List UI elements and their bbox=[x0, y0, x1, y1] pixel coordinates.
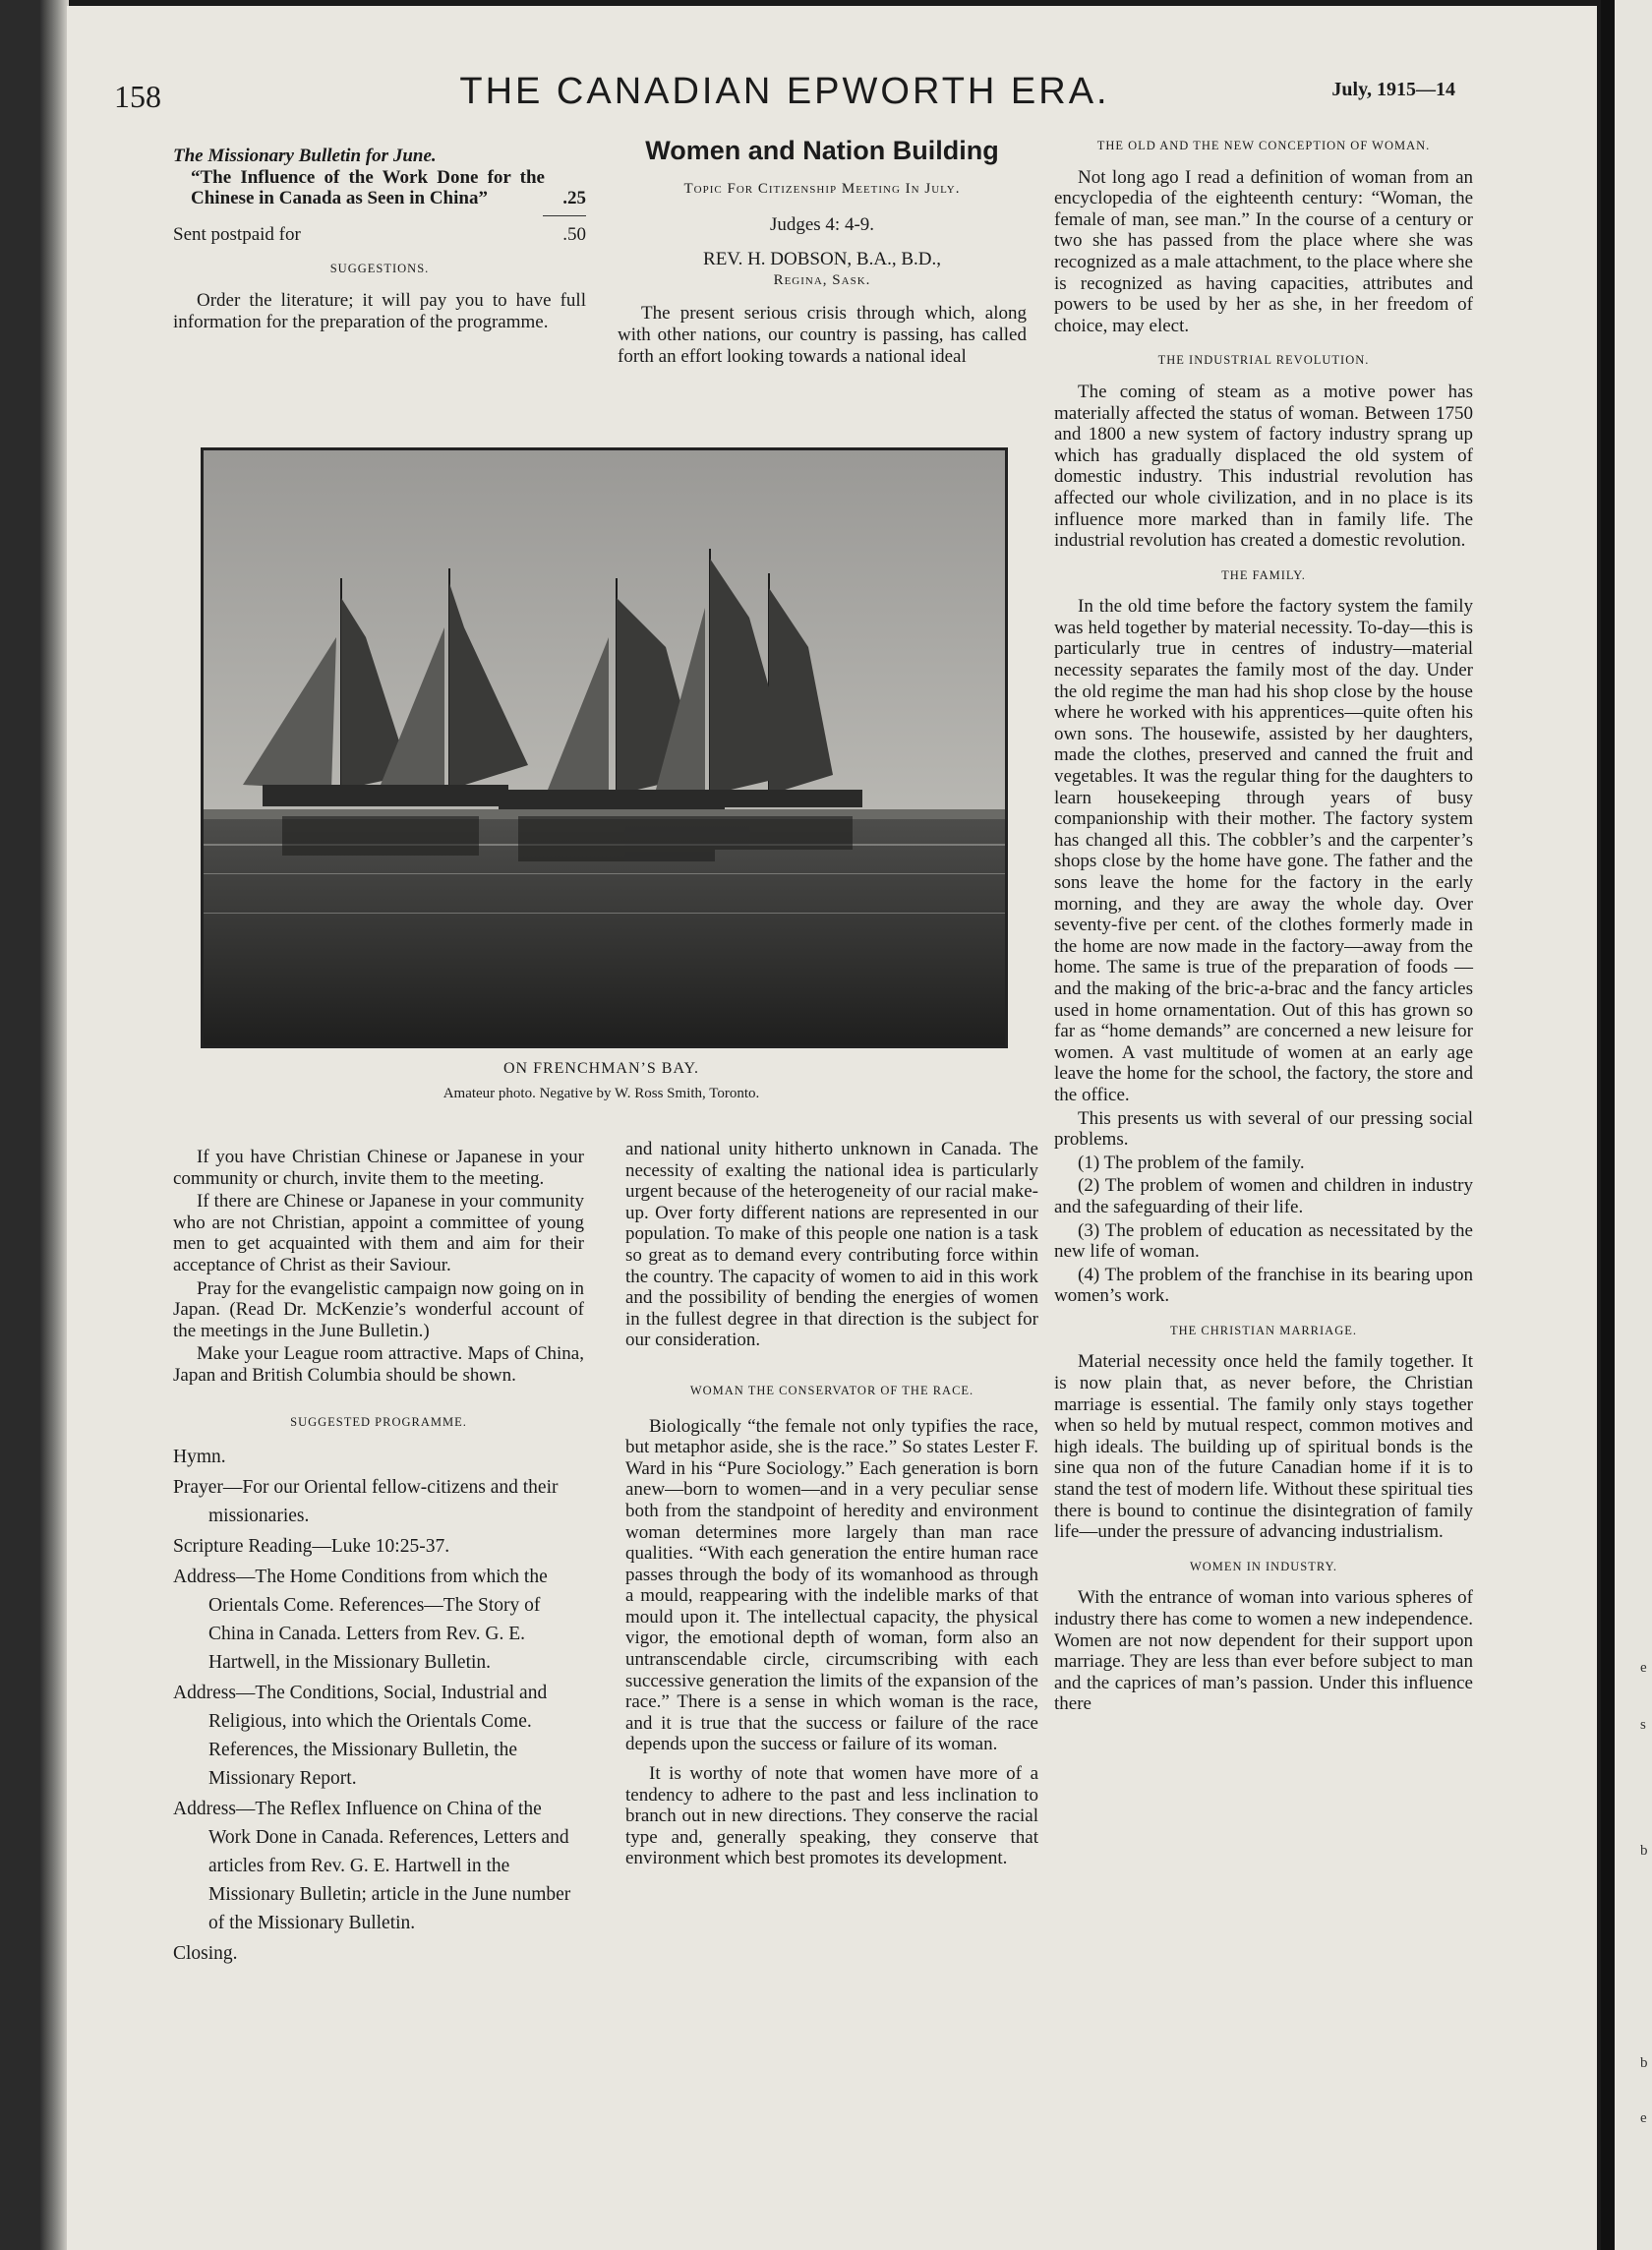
sent-label: Sent postpaid for bbox=[173, 223, 301, 245]
section-heading: SUGGESTIONS. bbox=[329, 262, 430, 276]
pamphlet-price: .25 bbox=[562, 188, 586, 209]
paragraph: If you have Christian Chinese or Japanese in your community or church, invite them to the meeting. bbox=[173, 1147, 584, 1189]
middle-bottom-column bbox=[625, 1139, 1038, 1871]
list-item: (4) The problem of the franchise in its bearing upon women’s work. bbox=[1054, 1264, 1473, 1307]
section-heading: WOMEN IN INDUSTRY. bbox=[1189, 1559, 1338, 1573]
paragraph: The present serious crisis through which, along with other nations, our country is passing, has called forth an effort looking towards a national ideal bbox=[618, 303, 1027, 367]
section-heading: THE CHRISTIAN MARRIAGE. bbox=[1169, 1323, 1357, 1337]
paragraph: In the old time before the factory system the family was held together by material necessity. To-day—this is particularly true in centres of industry—material necessity separates the family most of the day. Under the old regime the man had his shop close by the house where he worked with his apprentices—quite often his own sons. The housewife, assisted by her daughters, made the clothes, preserved and canned the fruit and vegetables. It was the regular thing for the daughters to learn housekeeping through years of busy companionship with their mother. The factory system has changed all this. The cobbler’s and the carpenter’s shops close by the home have gone. The father and the sons leave the home for the factory in the early morning, and they are away the whole day. Over seventy-five per cent. of the clothes formerly made in the home are now made in the factory—away from the home. The same is true of the preparation of foods —and the making of the bric-a-brac and the fancy articles used in home ornamentation. Out of this has grown so far as “home demands” are concerned a new leisure for women. A vast multitude of women at an early age leave the home for the school, the factory, the store and the office. bbox=[1054, 596, 1473, 1105]
section-heading: WOMAN THE CONSERVATOR OF THE RACE. bbox=[689, 1383, 974, 1397]
pamphlet-title: “The Influence of the Work Done for the Chinese in Canada as Seen in China” bbox=[191, 166, 545, 209]
paragraph: Biologically “the female not only typifies the race, but metaphor aside, she is the race.” So states Lester F. Ward in his “Pure Sociology.” Each generation is born anew—born to women—and in a very peculiar sense both from the standpoint of heredity and environment woman determines more largely than man race qualities. “With each generation the entire human race passes through the body of its womanhood as through a mould, reappearing with the indelible marks of that mould upon it. The intellectual capacity, the physical vigor, the emotional depth of woman, form also an untranscendable circle, circumscribing with each successive generation the limits of the expansion of the race.” There is a sense in which woman is the race, and it is true that the success or failure of the race depends upon the success or failure of its woman. bbox=[625, 1415, 1038, 1755]
photo-credit: Amateur photo. Negative by W. Ross Smith, Toronto. bbox=[442, 1086, 760, 1101]
author-location: Regina, Sask. bbox=[773, 271, 871, 288]
middle-top-column bbox=[618, 134, 1027, 369]
binding-edge bbox=[39, 0, 69, 2250]
programme-list bbox=[173, 1443, 584, 1968]
programme-item: Address—The Conditions, Social, Industrial and Religious, into which the Orientals Come. References, the Missionary Bulletin, the Missionary Report. bbox=[173, 1683, 548, 1790]
programme-item: Hymn. bbox=[173, 1447, 226, 1468]
programme-item: Closing. bbox=[173, 1943, 238, 1965]
list-item: (2) The problem of women and children in industry and the safeguarding of their life. bbox=[1054, 1175, 1473, 1217]
paragraph: Pray for the evangelistic campaign now going on in Japan. (Read Dr. McKenzie’s wonderful account of the meetings in the June Bulletin.) bbox=[173, 1277, 584, 1341]
left-top-column bbox=[173, 146, 586, 334]
article-author: REV. H. DOBSON, B.A., B.D., bbox=[703, 249, 941, 270]
paragraph: The coming of steam as a motive power has materially affected the status of woman. Between 1750 and 1800 a new system of factory industry sprang up which has gradually displaced the old system of domestic industry. This industrial revolution has affected our whole civilization, and in no place is its influence more marked than in family life. The industrial revolution has created a domestic revolution. bbox=[1054, 381, 1473, 552]
paragraph: This presents us with several of our pressing social problems. bbox=[1054, 1107, 1473, 1151]
paragraph: Not long ago I read a definition of woman from an encyclopedia of the eighteenth century: “Woman, the female of man, see man.” In the course of a century or two she has passed from the place where she was recognized as a male attachment, to the place where she is recognized as having capacities, attributes and powers to be used by her as she, in her freedom of choice, may elect. bbox=[1054, 166, 1473, 336]
programme-item: Address—The Home Conditions from which the Orientals Come. References—The Story of China in Canada. Letters from Rev. G. E. Hartwell, in the Missionary Bulletin. bbox=[173, 1567, 548, 1674]
sent-price: .50 bbox=[562, 223, 586, 245]
sum-rule bbox=[543, 215, 586, 216]
section-heading: THE INDUSTRIAL REVOLUTION. bbox=[1157, 353, 1370, 368]
paragraph: Material necessity once held the family together. It is now plain that, as never before, the Christian marriage is essential. The family only stays together when so held by mutual respect, common motives and high ideals. The building up of spiritual bonds is the sine qua non of the future Canadian home if it is to stand the test of modern life. Without these spiritual ties there is bound to continue the disintegration of family life—under the pressure of advancing industrialism. bbox=[1054, 1351, 1473, 1543]
programme-item: Prayer—For our Oriental fellow-citizens and their missionaries. bbox=[173, 1477, 559, 1527]
paragraph: With the entrance of woman into various spheres of industry there has come to women a new independence. Women are not now dependent for their support upon marriage. They are less than ever before subject to man and the caprices of man’s passion. Under this influence there bbox=[1054, 1587, 1473, 1715]
schooner-photo bbox=[204, 450, 1005, 1045]
paragraph: Make your League room attractive. Maps of China, Japan and British Columbia should be shown. bbox=[173, 1343, 584, 1386]
next-page-edge bbox=[1615, 0, 1652, 2250]
next-page-letter: e bbox=[1640, 1660, 1647, 1676]
journal-title: THE CANADIAN EPWORTH ERA. bbox=[459, 71, 1110, 112]
paragraph: and national unity hitherto unknown in Canada. The necessity of exalting the national idea is particularly urgent because of the heterogeneity of our racial make-up. Over forty different nations are represented in our population. To make of this people one nation is a task so great as to demand every contributing force within the country. The capacity of women to aid in this work and the possibility of bending the energies of women in the fullest degree in that direction is the subject for our consideration. bbox=[625, 1139, 1038, 1351]
page-header bbox=[114, 71, 1455, 120]
photo-caption: ON FRENCHMAN’S BAY. bbox=[502, 1060, 700, 1077]
next-page-letter: s bbox=[1640, 1717, 1646, 1733]
section-heading: THE FAMILY. bbox=[1221, 567, 1306, 582]
list-item: (1) The problem of the family. bbox=[1078, 1152, 1305, 1173]
article-topic: Topic For Citizenship Meeting In July. bbox=[683, 181, 961, 197]
scripture-ref: Judges 4: 4-9. bbox=[769, 213, 875, 235]
page-number: 158 bbox=[114, 79, 161, 114]
photo-frenchmans-bay bbox=[201, 447, 1008, 1048]
list-item: (3) The problem of education as necessitated by the new life of woman. bbox=[1054, 1219, 1473, 1263]
programme-item: Address—The Reflex Influence on China of the Work Done in Canada. References, Letters and articles from Rev. G. E. Hartwell in the Missionary Bulletin; article in the June number of the Missionary Bulletin. bbox=[173, 1799, 571, 1934]
paragraph: If there are Chinese or Japanese in your community who are not Christian, appoint a committee of young men to get acquainted with them and aim for their acceptance of Christ as their Saviour. bbox=[173, 1191, 584, 1275]
next-page-letter: b bbox=[1640, 1843, 1648, 1859]
bulletin-title: The Missionary Bulletin for June. bbox=[173, 146, 437, 166]
next-page-letter: e bbox=[1640, 2110, 1647, 2126]
section-heading: SUGGESTED PROGRAMME. bbox=[290, 1414, 467, 1429]
paragraph: It is worthy of note that women have more of a tendency to adhere to the past and less inclination to branch out in new directions. They conserve the racial type and, generally speaking, they conserve that environment which best promotes its development. bbox=[625, 1763, 1038, 1869]
next-page-letter: b bbox=[1640, 2055, 1648, 2071]
issue-date: July, 1915—14 bbox=[1331, 79, 1455, 100]
programme-item: Scripture Reading—Luke 10:25-37. bbox=[173, 1536, 450, 1558]
right-column bbox=[1054, 132, 1473, 1717]
paragraph: Order the literature; it will pay you to have full information for the preparation of the programme. bbox=[173, 289, 586, 332]
article-title: Women and Nation Building bbox=[645, 136, 999, 165]
section-heading: THE OLD AND THE NEW CONCEPTION OF WOMAN. bbox=[1096, 139, 1431, 152]
book-spine bbox=[1601, 0, 1615, 2250]
left-bottom-column bbox=[173, 1147, 584, 1970]
